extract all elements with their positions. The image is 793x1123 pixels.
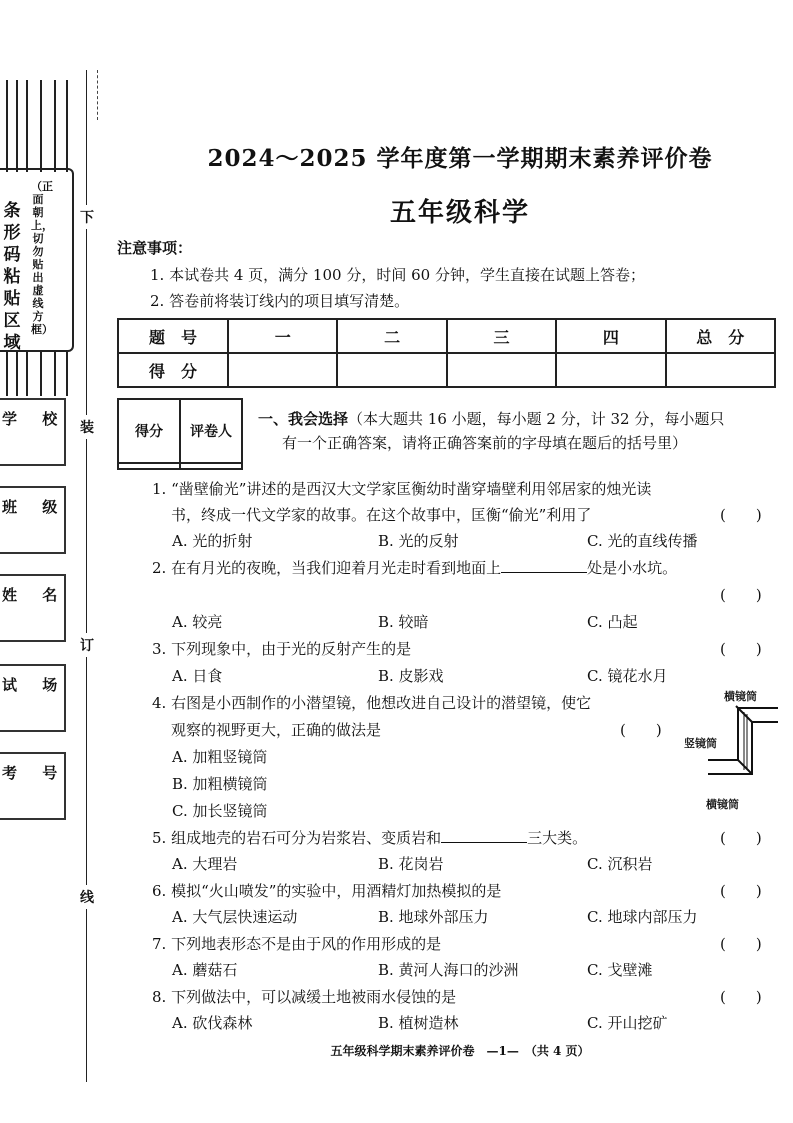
fill-blank[interactable]: [501, 558, 587, 573]
diagram-label-bottom: 横镜筒: [706, 798, 739, 811]
section-heading: 一、我会选择: [258, 410, 349, 428]
grader-name-label: 评卷人: [180, 399, 242, 463]
score-cell[interactable]: [228, 353, 337, 387]
section-instructions: （本大题共 16 小题，每小题 2 分，计 32 分，每小题只: [348, 410, 725, 428]
diagram-label-top: 横镜筒: [724, 690, 757, 703]
answer-paren[interactable]: ( ): [620, 721, 662, 739]
class-field[interactable]: [0, 486, 66, 554]
question-2: [152, 557, 677, 578]
option: B. 花岗岩: [378, 855, 444, 873]
option: B. 光的反射: [378, 532, 459, 550]
strip-line: [6, 80, 8, 172]
cut-mark: 订: [80, 633, 94, 657]
section-title: [258, 407, 778, 455]
cut-mark: 线: [80, 885, 94, 909]
question-1-cont: 书，终成一代文学家的故事。在这个故事中，匡衡“偷光”利用了: [171, 506, 592, 524]
score-cell[interactable]: [447, 353, 556, 387]
strip-line: [16, 352, 18, 396]
option: A. 大理岩: [172, 855, 238, 873]
answer-paren[interactable]: ( ): [720, 935, 762, 953]
name-field[interactable]: [0, 574, 66, 642]
strip-line: [16, 80, 18, 172]
exam-room-label: 试 场: [2, 676, 68, 694]
answer-paren[interactable]: ( ): [720, 640, 762, 658]
exam-subtitle: 五年级科学: [389, 198, 530, 228]
question-7: 7. 下列地表形态不是由于风的作用形成的是: [152, 935, 442, 953]
score-header-cell: 一: [228, 319, 337, 353]
question-6: 6. 模拟“火山喷发”的实验中，用酒精灯加热模拟的是: [152, 882, 502, 900]
page-footer: 五年级科学期末素养评价卷 —1— （共 4 页）: [330, 1044, 590, 1058]
score-cell[interactable]: [337, 353, 446, 387]
option: B. 植树造林: [378, 1014, 459, 1032]
option: C. 开山挖矿: [587, 1014, 668, 1032]
fill-blank[interactable]: [441, 828, 527, 843]
score-table: [117, 318, 776, 388]
question-5-text: 5. 组成地壳的岩石可分为岩浆岩、变质岩和: [152, 829, 442, 847]
barcode-note: （正面朝上，切勿贴出虚线方框）: [31, 180, 53, 336]
cut-mark: 装: [80, 415, 94, 439]
score-header-cell: 二: [337, 319, 446, 353]
exam-title: 2024～2025 学年度第一学期期末素养评价卷: [207, 145, 713, 172]
strip-line: [40, 352, 42, 396]
strip-line: [6, 352, 8, 396]
answer-paren[interactable]: ( ): [720, 586, 762, 604]
class-label: 班 级: [2, 498, 68, 516]
strip-line: [54, 80, 56, 172]
strip-line: [66, 80, 68, 172]
question-5: [152, 827, 587, 848]
score-cell[interactable]: [556, 353, 665, 387]
exam-number-field[interactable]: [0, 752, 66, 820]
section-instructions: 有一个正确答案，请将正确答案前的字母填在题后的括号里）: [282, 434, 688, 452]
exam-number-label: 考 号: [2, 764, 68, 782]
option: C. 镜花水月: [587, 667, 668, 685]
option: B. 加粗横镜筒: [172, 775, 268, 793]
school-field[interactable]: [0, 398, 66, 466]
strip-line: [26, 80, 28, 172]
option: B. 较暗: [378, 613, 429, 631]
option: A. 大气层快速运动: [172, 908, 298, 926]
question-2-text: 2. 在有月光的夜晚，当我们迎着月光走时看到地面上: [152, 559, 502, 577]
option: B. 黄河人海口的沙洲: [378, 961, 519, 979]
option: A. 蘑菇石: [172, 961, 238, 979]
grader-name-cell[interactable]: [180, 463, 242, 469]
strip-line: [66, 352, 68, 396]
score-header-cell: 总 分: [666, 319, 775, 353]
notice-item: 2. 答卷前将装订线内的项目填写清楚。: [150, 292, 410, 310]
question-8: 8. 下列做法中，可以减缓土地被雨水侵蚀的是: [152, 988, 457, 1006]
strip-line: [26, 352, 28, 396]
grader-score-label: 得分: [118, 399, 180, 463]
option: C. 光的直线传播: [587, 532, 698, 550]
option: A. 日食: [172, 667, 223, 685]
strip-line: [54, 352, 56, 396]
grader-score-cell[interactable]: [118, 463, 180, 469]
notice-heading: 注意事项：: [117, 239, 193, 257]
answer-paren[interactable]: ( ): [720, 829, 762, 847]
score-row-label: 得 分: [118, 353, 228, 387]
option: C. 加长竖镜筒: [172, 802, 268, 820]
option: B. 地球外部压力: [378, 908, 489, 926]
strip-line: [40, 80, 42, 172]
answer-paren[interactable]: ( ): [720, 506, 762, 524]
option: A. 较亮: [172, 613, 223, 631]
answer-paren[interactable]: ( ): [720, 988, 762, 1006]
option: C. 沉积岩: [587, 855, 653, 873]
question-5-text: 三大类。: [527, 829, 588, 847]
option: A. 砍伐森林: [172, 1014, 253, 1032]
dashed-line: [97, 70, 98, 120]
score-table-header-row: [118, 319, 775, 353]
score-header-cell: 三: [447, 319, 556, 353]
option: C. 地球内部压力: [587, 908, 698, 926]
grader-table: [117, 398, 243, 470]
option: C. 戈壁滩: [587, 961, 653, 979]
score-cell[interactable]: [666, 353, 775, 387]
name-label: 姓 名: [2, 586, 68, 604]
question-3: 3. 下列现象中，由于光的反射产生的是: [152, 640, 412, 658]
notice-item: 1. 本试卷共 4 页，满分 100 分，时间 60 分钟，学生直接在试题上答卷；: [150, 266, 645, 284]
exam-room-field[interactable]: [0, 664, 66, 732]
score-header-cell: 四: [556, 319, 665, 353]
answer-paren[interactable]: ( ): [720, 882, 762, 900]
question-2-text: 处是小水坑。: [587, 559, 678, 577]
question-1: 1. “凿壁偷光”讲述的是西汉大文学家匡衡幼时凿穿墙壁利用邻居家的烛光读: [152, 480, 652, 498]
question-4-cont: 观察的视野更大，正确的做法是: [171, 721, 382, 739]
option: A. 光的折射: [172, 532, 253, 550]
score-table-row: [118, 353, 775, 387]
diagram-label-mid: 竖镜筒: [684, 737, 717, 750]
barcode-title: 条形码粘贴区域: [3, 201, 21, 353]
question-4: 4. 右图是小西制作的小潜望镜，他想改进自己设计的潜望镜，使它: [152, 694, 592, 712]
option: C. 凸起: [587, 613, 638, 631]
option: B. 皮影戏: [378, 667, 444, 685]
score-header-cell: 题 号: [118, 319, 228, 353]
cut-mark: 下: [80, 205, 94, 229]
option: A. 加粗竖镜筒: [172, 748, 268, 766]
school-label: 学 校: [2, 410, 68, 428]
